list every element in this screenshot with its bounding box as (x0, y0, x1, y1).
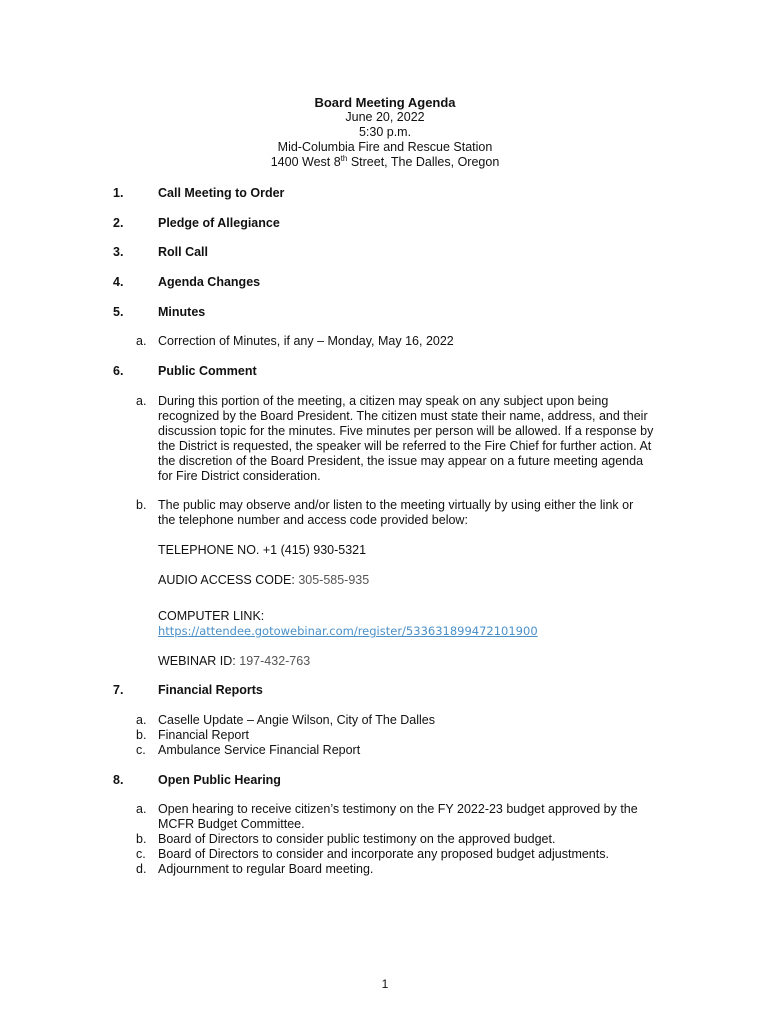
sub-letter: b. (136, 498, 147, 512)
sub-text: Caselle Update – Angie Wilson, City of The Dalles (158, 713, 435, 727)
item-number: 3. (113, 245, 124, 259)
computer-link-label: COMPUTER LINK: (158, 609, 265, 623)
page-number: 1 (381, 977, 389, 991)
item-heading: Call Meeting to Order (158, 186, 285, 200)
webinar-registration-link[interactable]: https://attendee.gotowebinar.com/register/5336318994721019​00 (158, 624, 538, 638)
meeting-time: 5:30 p.m. (358, 125, 412, 139)
webinar-id-label: WEBINAR ID: (158, 654, 240, 668)
sub-letter: a. (136, 713, 147, 727)
item-heading: Open Public Hearing (158, 773, 281, 787)
meeting-date: June 20, 2022 (345, 110, 425, 124)
agenda-title: Board Meeting Agenda (314, 95, 456, 110)
item-number: 7. (113, 683, 124, 697)
address-part-1: 1400 West 8 (270, 155, 341, 169)
sub-letter: a. (136, 334, 147, 348)
agenda-header (0, 95, 770, 170)
meeting-location: Mid-Columbia Fire and Rescue Station (277, 140, 493, 154)
address-superscript: th (340, 153, 348, 163)
sub-text: The public may observe and/or listen to the meeting virtually by using either the link or the telephone number and access code provided below: (158, 498, 634, 527)
sub-letter: b. (136, 728, 147, 742)
item-heading: Pledge of Allegiance (158, 216, 280, 230)
sub-letter: a. (136, 394, 147, 408)
meeting-address (0, 155, 770, 170)
webinar-id (158, 654, 310, 669)
item-number: 4. (113, 275, 124, 289)
audio-code-value: 305-585-935 (298, 573, 370, 587)
sub-text: Ambulance Service Financial Report (158, 743, 361, 757)
item-number: 5. (113, 305, 124, 319)
sub-text: Financial Report (158, 728, 250, 742)
sub-text: Board of Directors to consider and incorporate any proposed budget adjustments. (158, 847, 609, 861)
sub-text: Board of Directors to consider public testimony on the approved budget. (158, 832, 556, 846)
sub-letter: c. (136, 743, 146, 757)
sub-letter: d. (136, 862, 147, 876)
item-number: 1. (113, 186, 124, 200)
item-number: 2. (113, 216, 124, 230)
item-heading: Roll Call (158, 245, 209, 259)
audio-code (158, 573, 369, 588)
telephone-number: TELEPHONE NO. +1 (415) 930-5321 (158, 543, 367, 557)
webinar-id-value: 197-432-763 (239, 654, 311, 668)
item-heading: Minutes (158, 305, 206, 319)
item-heading: Financial Reports (158, 683, 263, 697)
item-heading: Public Comment (158, 364, 257, 378)
sub-text: During this portion of the meeting, a citizen may speak on any subject upon being recognized by the Board President. The citizen must state their name, address, and their discussion topic for the minutes. Five minutes per person will be allowed. If a response by the District is requested, the speaker will be referred to the Fire Chief for further action. At the discretion of the Board President, the issue may appear on a future meeting agenda for Fire District consideration. (158, 394, 654, 483)
sub-text: Open hearing to receive citizen’s testimony on the FY 2022-23 budget approved by the MCFR Budget Committee. (158, 802, 638, 831)
item-number: 6. (113, 364, 124, 378)
sub-letter: c. (136, 847, 146, 861)
item-heading: Agenda Changes (158, 275, 261, 289)
sub-text: Correction of Minutes, if any – Monday, May 16, 2022 (158, 334, 454, 348)
item-number: 8. (113, 773, 124, 787)
sub-letter: b. (136, 832, 147, 846)
audio-code-label: AUDIO ACCESS CODE: (158, 573, 299, 587)
sub-text: Adjournment to regular Board meeting. (158, 862, 374, 876)
address-part-2: Street, The Dalles, Oregon (347, 155, 500, 169)
sub-letter: a. (136, 802, 147, 816)
